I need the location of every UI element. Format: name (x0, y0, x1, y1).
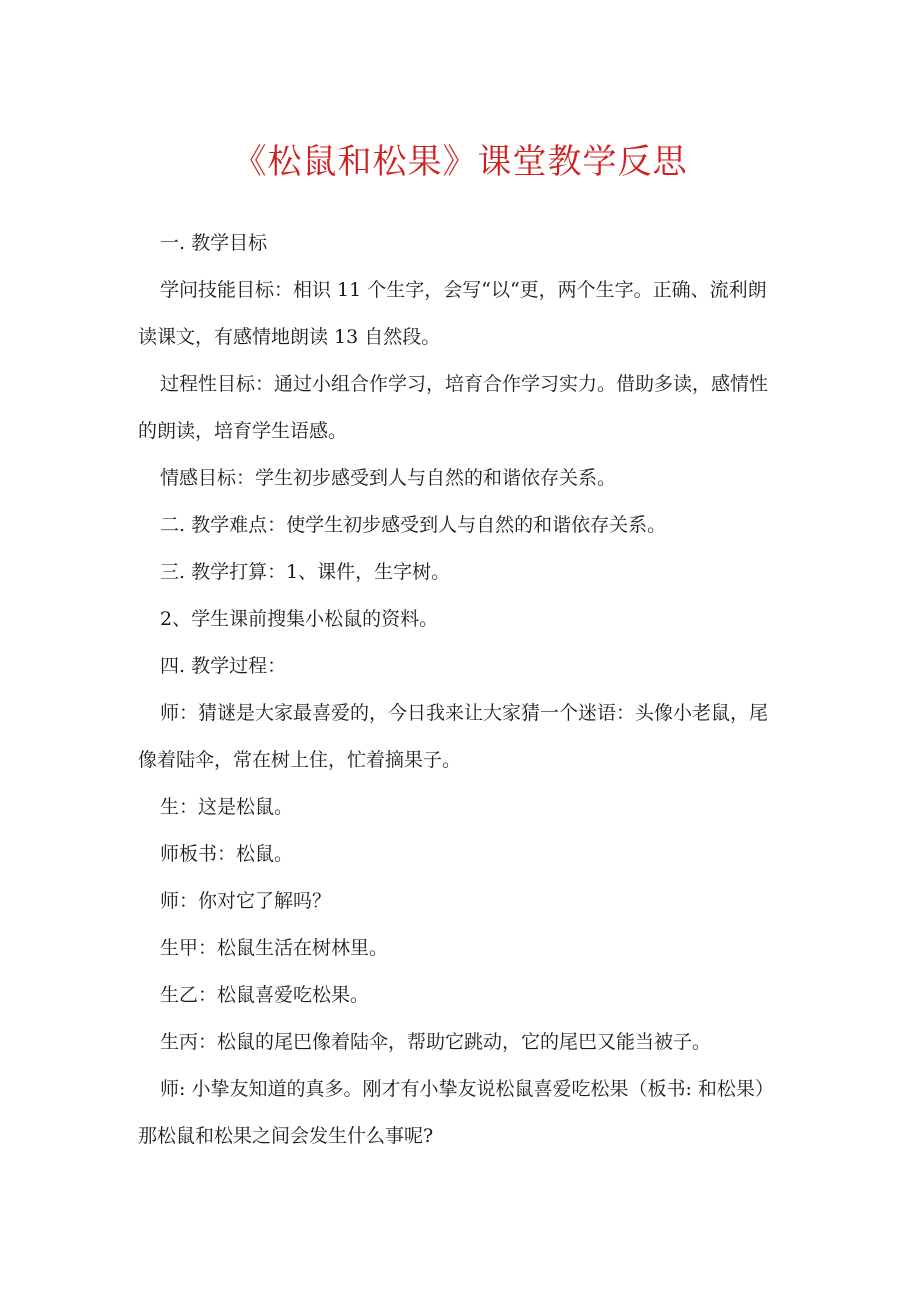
document-title: 《松鼠和松果》课堂教学反思 (232, 142, 688, 182)
dialogue-line: 师：你对它了解吗？ (160, 890, 332, 912)
paragraph-preparation-item: 2、学生课前搜集小松鼠的资料。 (160, 608, 439, 630)
dialogue-line: 师板书：松鼠。 (160, 843, 294, 865)
dialogue-line: 生丙：松鼠的尾巴像着陆伞，帮助它跳动，它的尾巴又能当被子。 (160, 1031, 712, 1053)
dialogue-line: 生乙：松鼠喜爱吃松果。 (160, 984, 370, 1006)
paragraph-process-goal: 过程性目标：通过小组合作学习，培育合作学习实力。借助多读，感情性的朗读，培育学生语感。 (138, 373, 769, 442)
dialogue-line: 师: 小挚友知道的真多。刚才有小挚友说松鼠喜爱吃松果（板书: 和松果）那松鼠和松果之间会发生什么事呢? (138, 1078, 774, 1147)
dialogue-line: 师：猜谜是大家最喜爱的，今日我来让大家猜一个迷语：头像小老鼠，尾像着陆伞，常在树上住，忙着摘果子。 (138, 702, 769, 771)
dialogue-line: 生甲：松鼠生活在树林里。 (160, 937, 389, 959)
document-body (138, 220, 778, 1160)
paragraph-knowledge-goal: 学问技能目标：相识 11 个生字，会写“以“更，两个生字。正确、流利朗读课文，有感情地朗读 13 自然段。 (138, 279, 767, 348)
dialogue-line: 生：这是松鼠。 (160, 796, 294, 818)
paragraph-emotion-goal: 情感目标：学生初步感受到人与自然的和谐依存关系。 (160, 467, 617, 489)
section-heading-goals: 一. 教学目标 (160, 232, 268, 254)
section-heading-process: 四. 教学过程： (160, 655, 287, 677)
section-heading-preparation: 三. 教学打算：1、课件，生字树。 (160, 561, 451, 583)
section-heading-difficulty: 二. 教学难点：使学生初步感受到人与自然的和谐依存关系。 (160, 514, 667, 536)
